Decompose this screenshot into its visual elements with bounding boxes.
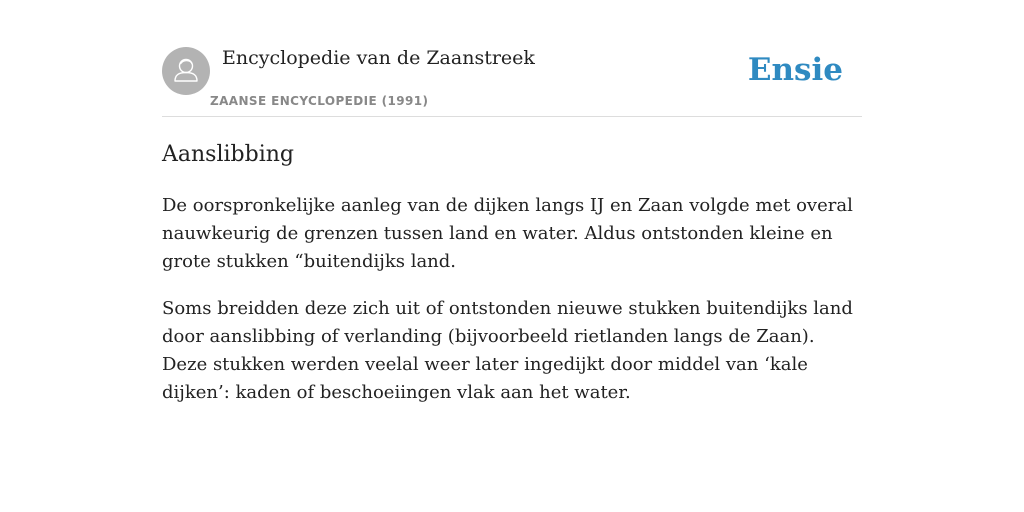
avatar[interactable]: [162, 47, 210, 95]
entry-body: [162, 192, 862, 426]
page-container: [162, 0, 862, 403]
source-subtitle[interactable]: ZAANSE ENCYCLOPEDIE (1991): [210, 94, 429, 108]
entry-title: Aanslibbing: [162, 142, 294, 167]
user-icon: [162, 47, 210, 95]
entry-paragraph: Soms breidden deze zich uit of ontstonden nieuwe stukken buitendijks land door aanslibbing of verlanding (bijvoorbeeld rietlanden langs de Zaan). Deze stukken werden veelal weer later ingedijkt door middel van ‘kale dijken’: kaden of beschoeiingen vlak aan het water.: [162, 298, 853, 403]
ensie-logo[interactable]: Ensie: [747, 52, 843, 88]
entry-paragraph: De oorspronkelijke aanleg van de dijken langs IJ en Zaan volgde met overal nauwkeurig de grenzen tussen land en water. Aldus ontstonden kleine en grote stukken “buitendijks land.: [162, 195, 853, 272]
source-header: [162, 0, 862, 117]
source-title[interactable]: Encyclopedie van de Zaanstreek: [222, 47, 535, 69]
